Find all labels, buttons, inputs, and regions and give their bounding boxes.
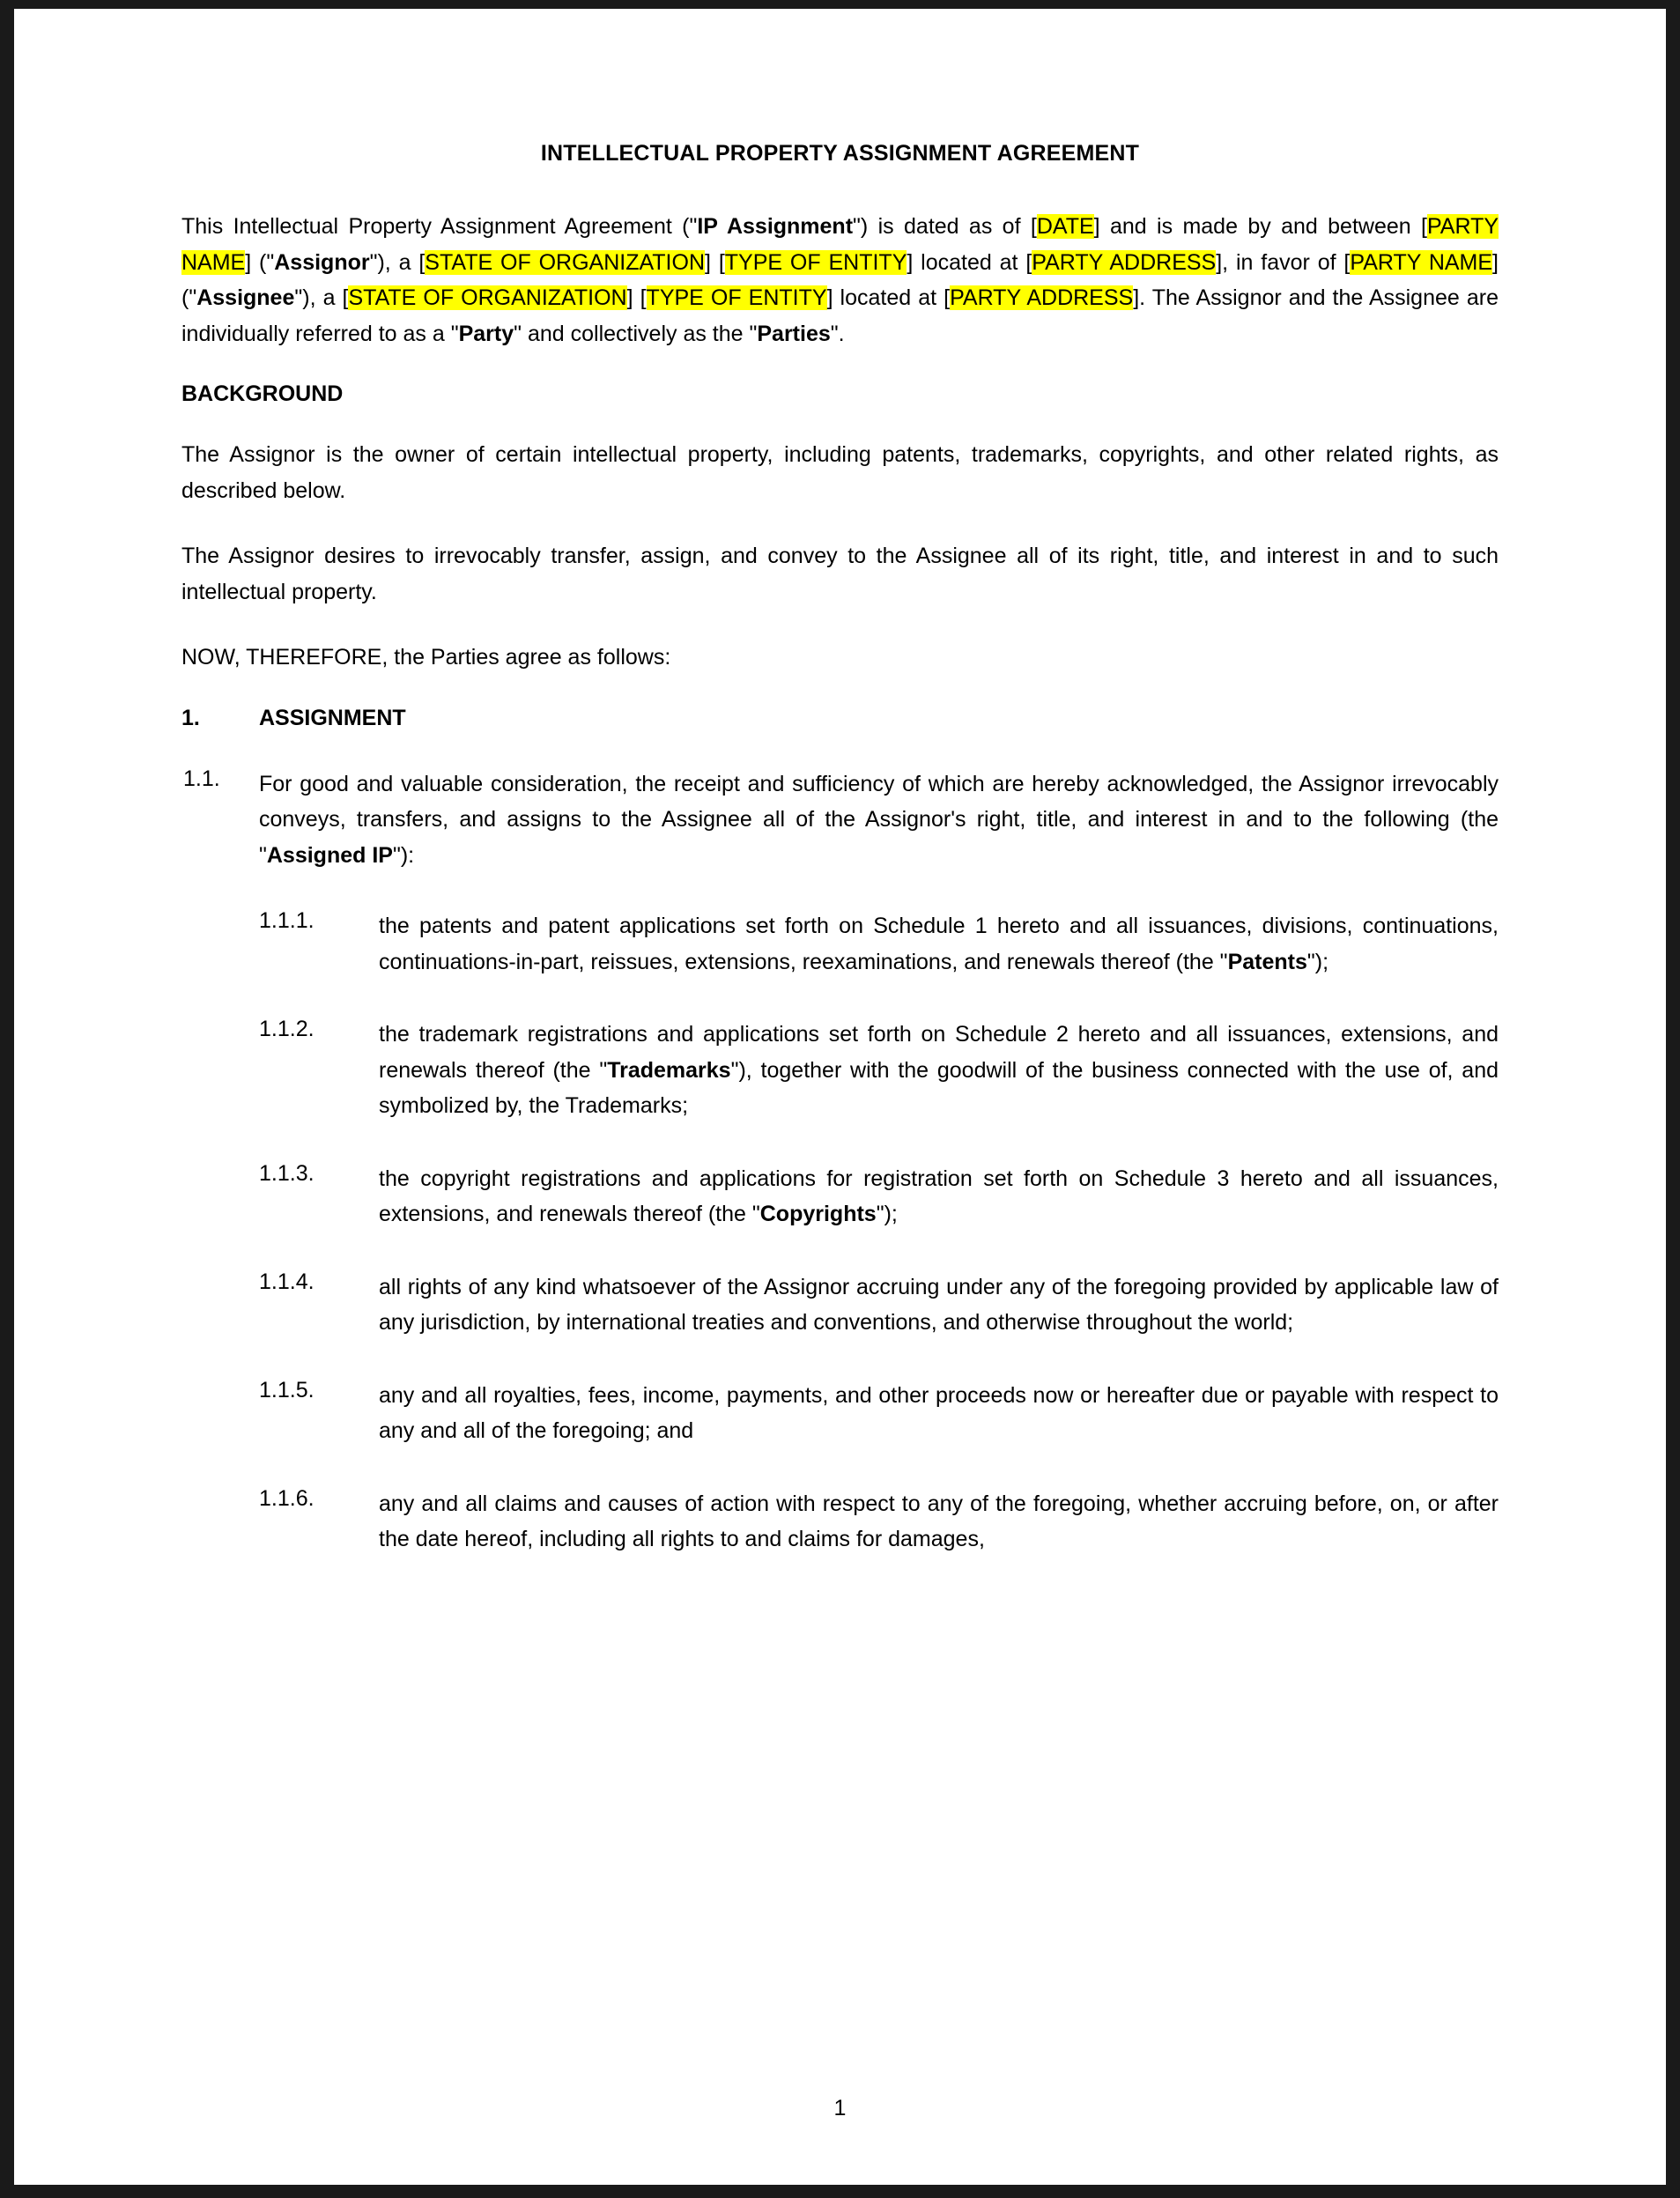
clause-1-number: 1. [181, 705, 200, 730]
subclause-item [181, 1017, 1499, 1124]
background-paragraph-1: The Assignor is the owner of certain intellectual property, including patents, trademarks, copyrights, and other related rights, as described below. [181, 442, 1499, 503]
document-page [14, 9, 1666, 2185]
clause-1-1-text: For good and valuable consideration, the receipt and sufficiency of which are hereby acknowledged, the Assignor irrevocably conveys, transfers, and assigns to the Assignee all of the Assignor's right, title, and interest in and to the following (the "Assigned IP"): [259, 771, 1499, 868]
subclause-text: all rights of any kind whatsoever of the Assignor accruing under any of the foregoing provided by applicable law of any jurisdiction, by international treaties and conventions, and otherwise throughout the world; [379, 1274, 1499, 1335]
subclause-text: the patents and patent applications set forth on Schedule 1 hereto and all issuances, divisions, continuations, continuations-in-part, reissues, extensions, reexaminations, and renewals thereof (the "Patents"); [379, 914, 1499, 974]
subclause-item [181, 908, 1499, 980]
page-title: INTELLECTUAL PROPERTY ASSIGNMENT AGREEMENT [540, 141, 1140, 166]
now-therefore-paragraph: NOW, THEREFORE, the Parties agree as follows: [181, 645, 671, 670]
subclause-text: any and all royalties, fees, income, payments, and other proceeds now or hereafter due or payable with respect to any and all of the foregoing; and [379, 1382, 1499, 1443]
subclause-number: 1.1.4. [259, 1269, 315, 1294]
background-heading: BACKGROUND [181, 381, 344, 406]
subclause-item [181, 1486, 1499, 1558]
subclause-number: 1.1.5. [259, 1377, 315, 1402]
clause-1-1-number: 1.1. [183, 766, 220, 791]
clause-1-1 [181, 766, 1499, 874]
subclause-number: 1.1.2. [259, 1017, 315, 1041]
background-paragraph-2: The Assignor desires to irrevocably transfer, assign, and convey to the Assignee all of its right, title, and interest in and to such intellectual property. [181, 544, 1499, 604]
subclause-text: the trademark registrations and applications set forth on Schedule 2 hereto and all issuances, extensions, and renewals thereof (the "Trademarks"), together with the goodwill of the business connected with the use of, and symbolized by, the Trademarks; [379, 1022, 1499, 1118]
subclause-text: any and all claims and causes of action with respect to any of the foregoing, whether accruing before, on, or after the date hereof, including all rights to and claims for damages, [379, 1491, 1499, 1551]
clause-1 [181, 706, 1499, 731]
subclause-item [181, 1161, 1499, 1232]
subclause-text: the copyright registrations and applications for registration set forth on Schedule 3 hereto and all issuances, extensions, and renewals thereof (the "Copyrights"); [379, 1166, 1499, 1226]
subclause-number: 1.1.6. [259, 1485, 315, 1511]
subclause-item [181, 1269, 1499, 1341]
clause-1-title: ASSIGNMENT [259, 705, 406, 730]
page-number: 1 [833, 2096, 847, 2120]
subclause-list [181, 908, 1499, 1558]
subclause-number: 1.1.1. [259, 908, 315, 933]
intro-paragraph: This Intellectual Property Assignment Agreement ("IP Assignment") is dated as of [DATE] and is made by and between [PARTY NAME] ("Assignor"), a [STATE OF ORGANIZATION] [TYPE OF ENTITY] located at [PARTY ADDRESS], in favor of [PARTY NAME] ("Assignee"), a [STATE OF ORGANIZATION] [TYPE OF ENTITY] located at [PARTY ADDRESS]. The Assignor and the Assignee are individually referred to as a "Party" and collectively as the "Parties". [181, 214, 1499, 346]
subclause-number: 1.1.3. [259, 1160, 315, 1186]
subclause-item [181, 1378, 1499, 1449]
